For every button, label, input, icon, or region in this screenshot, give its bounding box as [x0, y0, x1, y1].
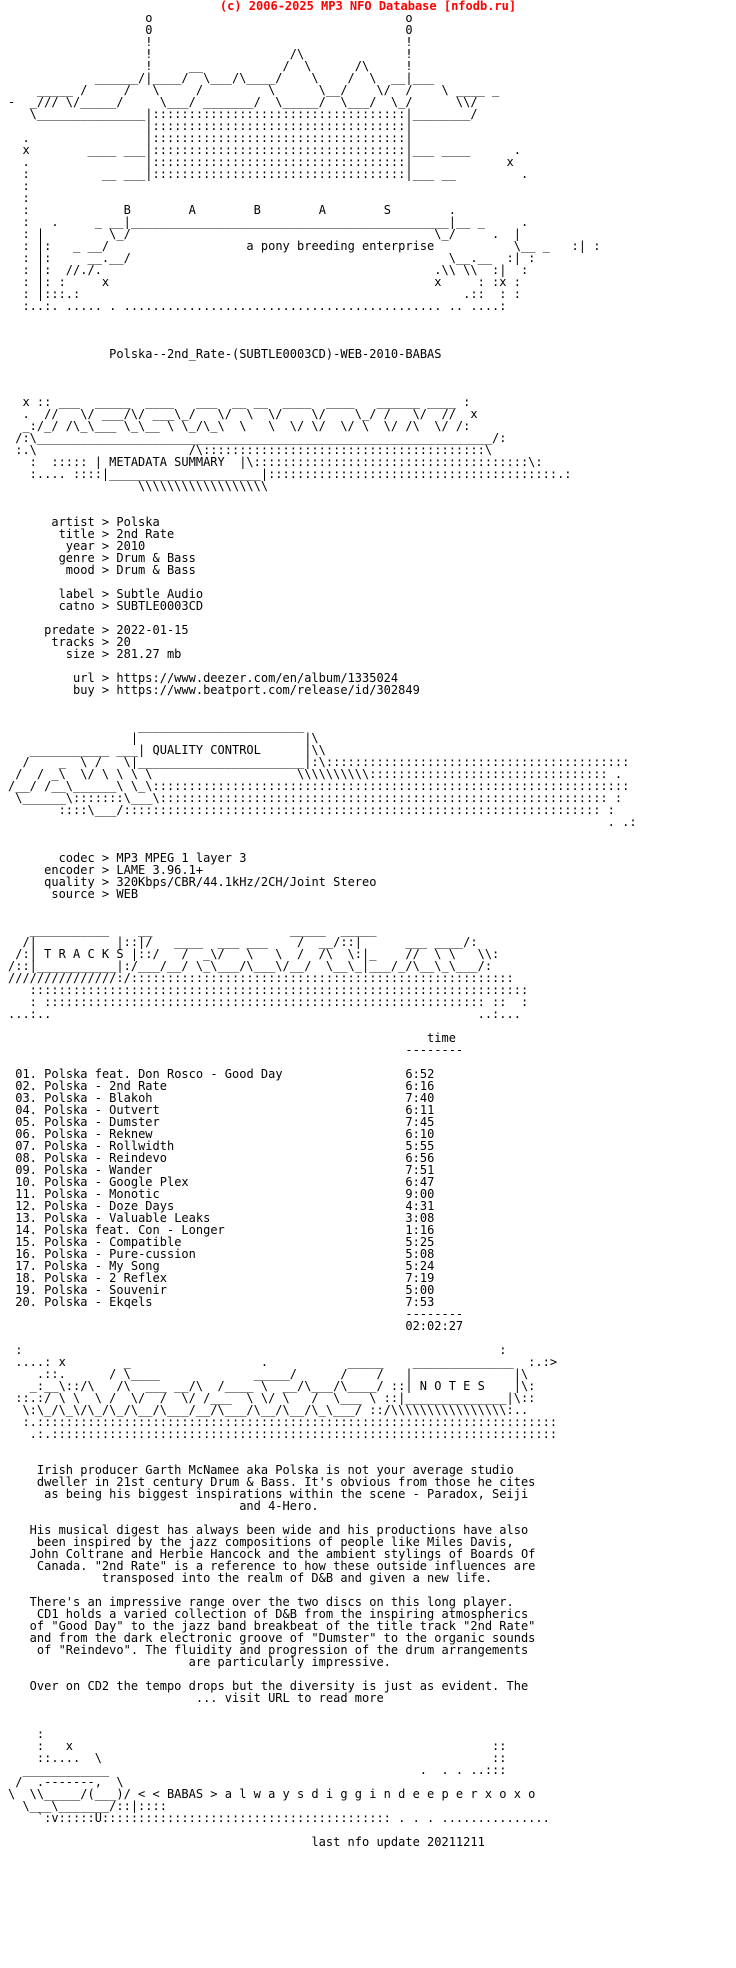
track-time: 5:55: [405, 1139, 435, 1153]
logo-frame-top: : . _ __|____________________________________________|__ _ . : | \_/ \_/ . |: [22, 215, 529, 241]
track-number: 15.: [15, 1235, 37, 1249]
group-tagline: a pony breeding enterprise: [246, 239, 435, 253]
track-title: Polska - 2 Reflex: [44, 1271, 167, 1285]
track-title: Polska - Souvenir: [44, 1283, 167, 1297]
footer-tagline: \ \\_____/(___)/ < < BABAS > a l w a y s d i g g i n d e e p e r x o x o: [8, 1787, 536, 1801]
track-number: 08.: [15, 1151, 37, 1165]
track-number: 19.: [15, 1283, 37, 1297]
metadata-banner: x :: ___ _____ ____ ___ __ __ ____ ____ ______ ____ : . // \/ ___/\/ ___\_/ \/ \ \/ \/ \_/ / \/ // x _:/_/ /\_\___ \_\__ \ \_/\_\ \ \ \/ \/ \/ \ \/ /\ \/ /: /:\_______________________________________________________________/: :.\ /\:::::::::::::::::::::::::::::::::::::::\ : ::::: | METADATA SUMMARY |\::::::::::::::::::::::::::::::::::::::\: :.... ::::|_____________________|::::::::::::::::::::::::::::::::::::::::.: \\\\\\\\\\\\\\\\\\: [15, 395, 572, 493]
group-letter: B: [123, 203, 131, 217]
track-number: 13.: [15, 1211, 37, 1225]
total-rule: --------: [405, 1307, 464, 1321]
track-number: 03.: [15, 1091, 37, 1105]
track-number: 16.: [15, 1247, 37, 1261]
track-number: 09.: [15, 1163, 37, 1177]
metadata-artist: Polska: [116, 515, 160, 529]
track-number: 01.: [15, 1067, 37, 1081]
track-time: 7:51: [405, 1163, 435, 1177]
track-time: 6:11: [405, 1103, 435, 1117]
track-number: 20.: [15, 1295, 37, 1309]
group-letter: S: [383, 203, 391, 217]
metadata-genre: Drum & Bass: [116, 551, 196, 565]
metadata-label: Subtle Audio: [116, 587, 204, 601]
track-title: Polska - Rollwidth: [44, 1139, 175, 1153]
metadata-year: 2010: [116, 539, 146, 553]
footer-art-bottom: \___\_______/::|:::: `:v:::::U:::::::::::::::::::::::::::::::::::::::: . . . ...............: [22, 1799, 550, 1825]
tracks-banner: ___________ __ _____ _____ /| |::|/ ____ ___ ___ / __/::| ___ ____/: /:| T R A C K S |::/ / _\/ \ \ / /\ \:|_ // \ \ \\: /::|___________|:/___/__/ \_\___/\___\/__/ \__\_|___/_/\__\_\___/: ///////////////:/::::::::::::::::::::::::::::::::::::::::::::::::::::: ::::::::::::::::::::::::::::::::::::::::::::::::::::::::::::::::::::: : ::::::::::::::::::::::::::::::::::::::::::::::::::::::::::::: :: : ...:.. ..:...: [8, 923, 529, 1021]
quality-banner: _______________________ | |\ ___________ ___| QUALITY CONTROL |\\ / _ \ / \|_______________________|:\:::::::::::::::::::::::::::::::::::::::::: / / _\ \/ \ \ \ \ \\\\\\\\\\::::::::::::::::::::::::::::::::: . /__/ /__\______\ \_\:::::::::::::::::::::::::::::::::::::::::::::::::::::::::::::::::: \______\:::::::\___\:::::::::::::::::::::::::::::::::::::::::::::::::::::::::::::: : ::::\___/:::::::::::::::::::::::::::::::::::::::::::::::::::::::::::::::::: : . .:: [8, 719, 637, 829]
track-time: 6:16: [405, 1079, 435, 1093]
track-number: 12.: [15, 1199, 37, 1213]
track-title: Polska - My Song: [44, 1259, 160, 1273]
footer-art: : : x :: ::.... \ :: ____________ . . . ..::: / .-------, \: [15, 1727, 507, 1789]
track-time: 5:00: [405, 1283, 435, 1297]
total-time: 02:02:27: [405, 1319, 464, 1333]
metadata-tracks: 20: [116, 635, 131, 649]
notes-paragraph: His musical digest has always been wide and his productions have also been inspired by the jazz compositions of people like Miles Davis, John Coltrane and Herbie Hancock and the ambient stylings of Boards Of Canada. "2nd Rate" is a reference to how these outside influences are transposed into the realm of D&B and given a new life.: [29, 1523, 536, 1585]
track-title: Polska - Google Plex: [44, 1175, 189, 1189]
track-time: 1:16: [405, 1223, 435, 1237]
track-title: Polska - Pure-cussion: [44, 1247, 196, 1261]
quality-encoder: LAME 3.96.1+: [116, 863, 204, 877]
logo-frame-bottom: : |: __.__/ \__.__ :| : : |: //./. .\\ \\ :| : : |: : x x : :x : : |:::.: .:: : : :..:. ..... . ............................................ .. ....:: [22, 251, 536, 313]
track-time: 5:08: [405, 1247, 435, 1261]
track-title: Polska - Monotic: [44, 1187, 160, 1201]
time-header: time: [427, 1031, 456, 1045]
last-update: last nfo update 20211211: [311, 1835, 485, 1849]
track-time: 7:19: [405, 1271, 435, 1285]
track-number: 18.: [15, 1271, 37, 1285]
track-number: 11.: [15, 1187, 37, 1201]
logo-art: o o 0 0 ! ! ! /\ ! ! __ / \ /\ ! ______/|____/ \___/\____/ \ / \ __|___ _____ / / \ / \ \__/ \/ / \ ____ _ - _/// \/_____/ \___/ _______/ \_____/ \___/ \_/ \\/ \_______________|:::::::::::::::::::::::::::::::::::|________/ |:::::::::::::::::::::::::::::::::::| . |:::::::::::::::::::::::::::::::::::| x ____ ___|:::::::::::::::::::::::::::::::::::|___ ____ . . |:::::::::::::::::::::::::::::::::::| x : __ ___|:::::::::::::::::::::::::::::::::::|___ __ . :: [8, 11, 529, 193]
track-title: Polska - Ekqels: [44, 1295, 153, 1309]
metadata-size: 281.27 mb: [116, 647, 182, 661]
metadata-title: 2nd Rate: [116, 527, 175, 541]
track-time: 3:08: [405, 1211, 435, 1225]
notes-banner: : : ....: x _ . _____ ______________ :.:> .::. / \____ _____/ / / | |\ _:__\::/\ /\ ___ __/\ /____ \ __/\___/\____/ ::| N O T E S |\: ::.:/ \ \ \ / \/ / \/ /___ \ \/ \ / \___ \ ::|______________|\:: \:\_/\_\/\_/\_/\__/\___/__/\___/\__/\__/\_\___/ ::/\\\\\\\\\\\\\\\\:.. :.:::::::::::::::::::::::::::::::::::::::::::::::::::::::::::::::::::::::: .:.::::::::::::::::::::::::::::::::::::::::::::::::::::::::::::::::::::::: [15, 1343, 558, 1441]
notes-paragraph: There's an impressive range over the two discs on this long player. CD1 holds a varied collection of D&B from the inspiring atmospherics of "Good Day" to the jazz band breakbeat of the title track "2nd Rate" and from the dark electronic groove of "Dumster" to the organic sounds of "Reindevo". The fluidity and progression of the drum arrangements are particularly impressive.: [29, 1595, 536, 1669]
group-letter: A: [318, 203, 326, 217]
track-time: 6:10: [405, 1127, 435, 1141]
group-letter: B: [253, 203, 261, 217]
track-number: 02.: [15, 1079, 37, 1093]
metadata-mood: Drum & Bass: [116, 563, 196, 577]
track-number: 14.: [15, 1223, 37, 1237]
quality-source: WEB: [116, 887, 139, 901]
track-time: 5:24: [405, 1259, 435, 1273]
track-title: Polska - Blakoh: [44, 1091, 153, 1105]
release-name: Polska--2nd_Rate-(SUBTLE0003CD)-WEB-2010-BABAS: [109, 347, 442, 361]
track-time: 6:52: [405, 1067, 435, 1081]
track-title: Polska - Doze Days: [44, 1199, 175, 1213]
track-title: Polska feat. Con - Longer: [44, 1223, 225, 1237]
metadata-buy: https://www.beatport.com/release/id/302849: [116, 683, 420, 697]
track-title: Polska - Reknew: [44, 1127, 153, 1141]
track-title: Polska - 2nd Rate: [44, 1079, 167, 1093]
track-time: 7:40: [405, 1091, 435, 1105]
track-number: 07.: [15, 1139, 37, 1153]
track-number: 17.: [15, 1259, 37, 1273]
track-time: 5:25: [405, 1235, 435, 1249]
site-copyright: (c) 2006-2025 MP3 NFO Database [nfodb.ru]: [219, 0, 517, 13]
track-title: Polska - Valuable Leaks: [44, 1211, 211, 1225]
time-rule: --------: [405, 1043, 464, 1057]
metadata-url: https://www.deezer.com/en/album/1335024: [116, 671, 399, 685]
track-title: Polska - Compatible: [44, 1235, 182, 1249]
track-time: 4:31: [405, 1199, 435, 1213]
track-title: Polska - Reindevo: [44, 1151, 167, 1165]
quality-codec: MP3 MPEG 1 layer 3: [116, 851, 247, 865]
track-number: 04.: [15, 1103, 37, 1117]
notes-paragraph: Irish producer Garth McNamee aka Polska is not your average studio dweller in 21st century Drum & Bass. It's obvious from those he cites as being his biggest inspirations within the scene - Paradox, Seiji and 4-Hero.: [36, 1463, 536, 1513]
track-number: 06.: [15, 1127, 37, 1141]
group-letter: A: [188, 203, 196, 217]
track-time: 7:53: [405, 1295, 435, 1309]
nfo-text-block: o o 0 0 ! ! ! /\ ! ! __ / \ /\ ! ______/|____/ \___/\____/ \ / \ __|___ _____ / / \ / \ \__/ \/ / \ ____ _ - _/// \/_____/ \___/ _______/ \_____/ \___/ \_/ \\/ \_______________|:::::::::::::::::::::::::::::::::::|________/ |:::::::::::::::::::::::::::::::::::| . |:::::::::::::::::::::::::::::::::::| x ____ ___|:::::::::::::::::::::::::::::::::::|___ ____ . . |:::::::::::::::::::::::::::::::::::| x : __ ___|:::::::::::::::::::::::::::::::::::|___ __ . : : : B A B A S . : . _ __|____________________________________________|__ _ . : | \_/ \_/ . | : |: _ __/ a pony breeding enterprise \__ _ :| : : |: __.__/ \__.__ :| : : |: //./. .\\ \\ :| : : |: : x x : :x : : |:::.: .:: : : :..:. ..... . ............................................ .. ....: Polska--2nd_Rate-(SUBTLE0003CD)-WEB-2010-BABAS x :: ___ _____ ____ ___ __ __ ____ ____ ______ ____ : . // \/ ___/\/ ___\_/ \/ \ \/ \/ \_/ / \/ // x _:/_/ /\_\___ \_\__ \ \_/\_\ \ \ \/ \/ \/ \ \/ /\ \/ /: /:\_______________________________________________________________/: :.\ /\:::::::::::::::::::::::::::::::::::::::\ : ::::: | METADATA SUMMARY |\::::::::::::::::::::::::::::::::::::::\: :.... ::::|_____________________|::::::::::::::::::::::::::::::::::::::::.: \\\\\\\\\\\\\\\\\\ artist > Polska title > 2nd Rate year > 2010 genre > Drum & Bass mood > Drum & Bass label > Subtle Audio catno > SUBTLE0003CD predate > 2022-01-15 tracks > 20 size > 281.27 mb url > https://www.deezer.com/en/album/1335024 buy > https://www.beatport.com/release/id/302849 _______________________ | |\ ___________ ___| QUALITY CONTROL |\\ / _ \ / \|_______________________|:\:::::::::::::::::::::::::::::::::::::::::: / / _\ \/ \ \ \ \ \\\\\\\\\\::::::::::::::::::::::::::::::::: . /__/ /__\______\ \_\:::::::::::::::::::::::::::::::::::::::::::::::::::::::::::::::::: \______\:::::::\___\:::::::::::::::::::::::::::::::::::::::::::::::::::::::::::::: : ::::\___/:::::::::::::::::::::::::::::::::::::::::::::::::::::::::::::::::: : . .: codec > MP3 MPEG 1 layer 3 encoder > LAME 3.96.1+ quality > 320Kbps/CBR/44.1kHz/2CH/Joint Stereo source > WEB ___________ __ _____ _____ /| |::|/ ____ ___ ___ / __/::| ___ ____/: /:| T R A C K S |::/ / _\/ \ \ / /\ \:|_ // \ \ \\: /::|___________|:/___/__/ \_\___/\___\/__/ \__\_|___/_/\__\_\___/: ///////////////:/::::::::::::::::::::::::::::::::::::::::::::::::::::: ::::::::::::::::::::::::::::::::::::::::::::::::::::::::::::::::::::: : ::::::::::::::::::::::::::::::::::::::::::::::::::::::::::::: :: : ...:.. ..:... time -------- 01. Polska feat. Don Rosco - Good Day 6:52 02. Polska - 2nd Rate 6:16 03. Polska - Blakoh 7:40 04. Polska - Outvert 6:11 05. Polska - Dumster 7:45 06. Polska - Reknew 6:10 07. Polska - Rollwidth 5:55 08. Polska - Reindevo 6:56 09. Polska - Wander 7:51 10. Polska - Google Plex 6:47 11. Polska - Monotic 9:00 12. Polska - Doze Days 4:31 13. Polska - Valuable Leaks 3:08 14. Polska feat. Con - Longer 1:16 15. Polska - Compatible 5:25 16. Polska - Pure-cussion 5:08 17. Polska - My Song 5:24 18. Polska - 2 Reflex 7:19 19. Polska - Souvenir 5:00 20. Polska - Ekqels 7:53 -------- 02:02:27 : : ....: x _ . _____ ______________ :.:> .::. / \____ _____/ / / | |\ _:__\::/\ /\ ___ __/\ /____ \ __/\___/\____/ ::| N O T E S |\: ::.:/ \ \ \ / \/ / \/ /___ \ \/ \ / \___ \ ::|______________|\:: \:\_/\_\/\_/\_/\__/\___/__/\___/\__/\__/\_\___/ ::/\\\\\\\\\\\\\\\\:.. :.:::::::::::::::::::::::::::::::::::::::::::::::::::::::::::::::::::::::: .:.:::::::::::::::::::::::::::::::::::::::::::::::::::::::::::::::::::::: Irish producer Garth McNamee aka Polska is not your average studio dweller in 21st century Drum & Bass. It's obvious from those he cites as being his biggest inspirations within the scene - Paradox, Seiji and 4-Hero. His musical digest has always been wide and his productions have also been inspired by the jazz compositions of people like Miles Davis, John Coltrane and Herbie Hancock and the ambient stylings of Boards Of Canada. "2nd Rate" is a reference to how these outside influences are transposed into the realm of D&B and given a new life. There's an impressive range over the two discs on this long player. CD1 holds a varied collection of D&B from the inspiring atmospherics of "Good Day" to the jazz band breakbeat of the title track "2nd Rate" and from the dark electronic groove of "Dumster" to the organic sounds of "Reindevo". The fluidity and progression of the drum arrangements are particularly impressive. Over on CD2 the tempo drops but the diversity is just as evident. The ... visit URL to read more : : x :: ::.... \ :: ____________ . . . ..::: / .-------, \ \ \\_____/(___)/ < < BABAS > a l w a y s d i g g i n d e e p e r x o x o \___\_______/::|:::: `:v:::::U:::::::::::::::::::::::::::::::::::::::: . . . ............... last nfo update 20211211: [8, 11, 637, 1849]
track-number: 05.: [15, 1115, 37, 1129]
track-time: 9:00: [405, 1187, 435, 1201]
track-number: 10.: [15, 1175, 37, 1189]
metadata-catno: SUBTLE0003CD: [116, 599, 204, 613]
track-title: Polska - Dumster: [44, 1115, 160, 1129]
track-title: Polska feat. Don Rosco - Good Day: [44, 1067, 283, 1081]
track-title: Polska - Wander: [44, 1163, 153, 1177]
track-time: 6:47: [405, 1175, 435, 1189]
track-time: 6:56: [405, 1151, 435, 1165]
track-title: Polska - Outvert: [44, 1103, 160, 1117]
notes-paragraph: Over on CD2 the tempo drops but the diversity is just as evident. The ... visit URL to read more: [29, 1679, 529, 1705]
track-time: 7:45: [405, 1115, 435, 1129]
quality-quality: 320Kbps/CBR/44.1kHz/2CH/Joint Stereo: [116, 875, 377, 889]
metadata-predate: 2022-01-15: [116, 623, 189, 637]
